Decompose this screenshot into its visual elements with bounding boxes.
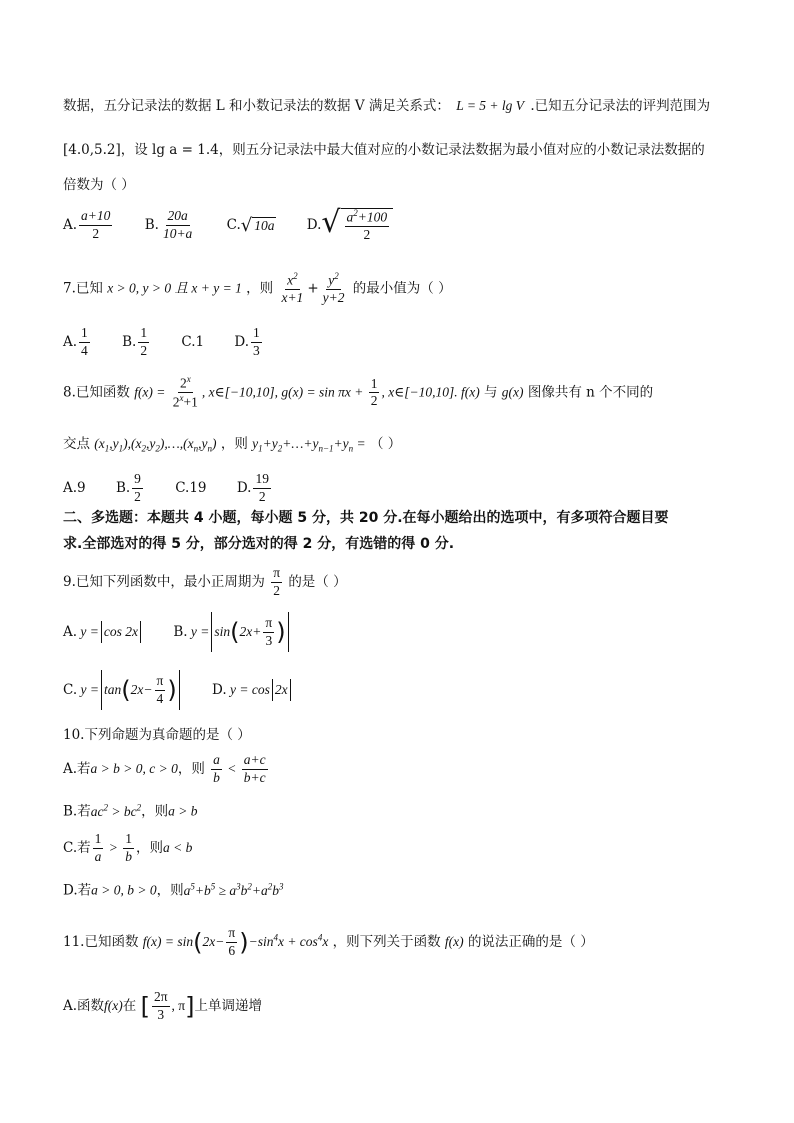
q9-options-ab (63, 612, 754, 652)
q10-option-b[interactable]: B.若$ac^2 > bc^2$，则a > b (63, 802, 198, 820)
q10-option-c[interactable]: C.若 $\frac{1}{a}$ > $\frac{1}{b}$ ，则a < b (63, 831, 193, 864)
q8-option-c[interactable]: C.19 (175, 480, 207, 496)
q7-options (63, 324, 754, 360)
q10-option-d[interactable]: D.若a > 0, b > 0，则$a^5+b^5 \ge a^3b^2+a^2b^3$ (63, 881, 284, 899)
q9-stem: 9.已知下列函数中，最小正周期为 $\frac{\pi}{2}$ 的是（ ） (63, 565, 347, 598)
q8-option-a[interactable]: A.9 (63, 480, 86, 496)
q7-option-c[interactable]: C.1 (181, 334, 205, 350)
q11-stem: 11.已知函数 f(x) = sin(2x− $\frac{\pi}{6}$ )$-\sin^4x + \cos^4x$ ，则下列关于函数 f(x) 的说法正确的是（ ） (63, 925, 594, 958)
q8-line-2: 交点 $(x_1,y_1),(x_2,y_2),\dots,(x_n,y_n)$ ，则 $y_1+y_2+\dots+y_{n-1}+y_n$ = （ ） (63, 436, 402, 454)
q8-option-d[interactable]: D. $\frac{19}{2}$ (236, 471, 269, 504)
q8-stem: 8.已知函数 f(x) = $\frac{2^x}{2^x+1}$ , x∈[−10,10], g(x) = sin πx + $\frac{1}{2}$ , x∈[−10,10]. f(x) 与 g(x) 图像共有 n 个不同的 (63, 374, 654, 410)
q6-options (63, 205, 754, 243)
q7-stem: 7.已知 x > 0, y > 0 且 x + y = 1 ，则 $\frac{x^2}{x+1}$ + $\frac{y^2}{y+2}$ 的最小值为（ ） (63, 271, 452, 306)
q6-option-c[interactable]: C. √ 10a (226, 214, 275, 236)
q7-option-d[interactable]: D. $\frac{1}{3}$ (234, 325, 260, 358)
q6-option-a[interactable]: A. $\frac{a+10}{2}$ (63, 208, 111, 242)
q9-option-d[interactable]: D. y = cos 2x (212, 679, 293, 701)
q9-option-c[interactable]: C. y = tan ( 2x− $\frac{\pi}{4}$ ) (63, 670, 182, 710)
section-2-heading-line-1: 二、多选题：本题共 4 小题，每小题 5 分，共 20 分.在每小题给出的选项中，有多项符合题目要 (63, 510, 669, 526)
q7-option-b[interactable]: B. $\frac{1}{2}$ (122, 325, 148, 358)
q11-option-a[interactable]: A.函数f(x)在 [ $\frac{2\pi}{3}$ , π]上单调递增 (63, 989, 262, 1022)
q6-line-2: [4.0,5.2]，设 lg a = 1.4，则五分记录法中最大值对应的小数记录法数据为最小值对应的小数记录法数据的 (63, 142, 705, 158)
q10-option-a[interactable]: A.若a > b > 0, c > 0，则 $\frac{a}{b}$ < $\frac{a+c}{b+c}$ (63, 752, 266, 785)
q6-option-d[interactable]: D. √ $\frac{a^2+100}{2}$ (307, 208, 393, 243)
q8-option-b[interactable]: B. $\frac{9}{2}$ (115, 471, 141, 504)
q8-options (63, 470, 754, 506)
section-2-heading-line-2: 求.全部选对的得 5 分，部分选对的得 2 分，有选错的得 0 分. (63, 536, 455, 552)
q6-line-3: 倍数为（ ） (63, 177, 135, 193)
q9-option-b[interactable]: B. y = sin ( 2x+ $\frac{\pi}{3}$ ) (173, 612, 290, 652)
q10-stem: 10.下列命题为真命题的是（ ） (63, 727, 251, 743)
q6-option-b[interactable]: B. $\frac{20a}{10+a}$ (144, 208, 193, 242)
q9-option-a[interactable]: A. y = cos 2x (63, 621, 143, 643)
q7-option-a[interactable]: A. $\frac{1}{4}$ (63, 325, 88, 358)
q6-line-1: 数据，五分记录法的数据 L 和小数记录法的数据 V 满足关系式： L = 5 + lg V .已知五分记录法的评判范围为 (63, 98, 711, 114)
q9-options-cd (63, 670, 754, 710)
